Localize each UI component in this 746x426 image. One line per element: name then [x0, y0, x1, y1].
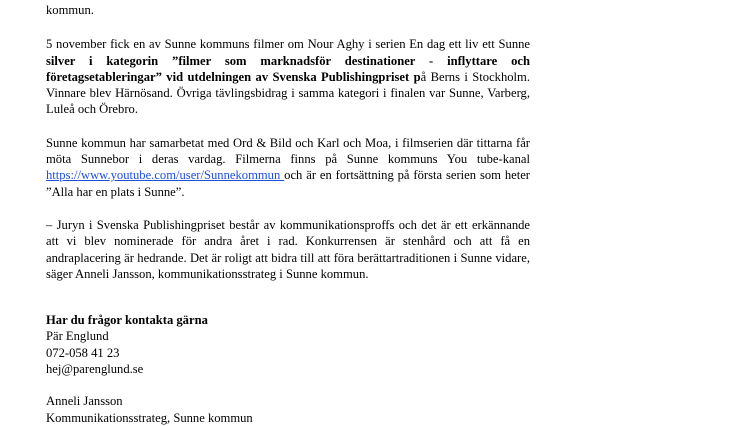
youtube-channel-link[interactable]: https://www.youtube.com/user/Sunnekommun — [46, 168, 285, 183]
contact-block — [46, 312, 530, 426]
paragraph-award — [46, 36, 530, 117]
paragraph-collaboration — [46, 135, 530, 200]
contact-phone-1: 072-058 41 23 — [46, 345, 120, 360]
paragraph-quote: – Juryn i Svenska Publishingpriset består av kommunikationsproffs och det är ett erkännande att vi blev nominerade för andra året i rad. Konkurrensen är stenhård och att få en andraplacering är hedrande. Det är roligt att bidra till att föra berättartraditionen i Sunne vidare, säger Anneli Jansson, kommunikationsstrateg i Sunne kommun. — [46, 217, 530, 281]
collaboration-text-start: Sunne kommun har samarbetat med Ord & Bild och Karl och Moa, i filmserien där tittarna får möta Sunnebor i deras vardag. Filmerna finns på Sunne kommuns You tube-kanal — [46, 135, 530, 167]
document-page — [46, 2, 530, 426]
award-text-start: 5 november fick en av Sunne kommuns filmer om Nour Aghy i serien En dag ett liv ett Sunne — [46, 37, 530, 52]
award-category-bold: silver i kategorin ”filmer som marknadsför destinationer - inflyttare och företagsetableringar” vid utdelningen av Svenska Publishingpriset p — [46, 53, 530, 84]
contact-person-2 — [46, 393, 530, 426]
contact-email-1: hej@parenglund.se — [46, 362, 144, 377]
intro-tail-text: kommun. — [46, 3, 94, 17]
contact-name-2: Anneli Jansson — [46, 394, 123, 409]
award-text-end: å Berns i Stockholm. Vinnare blev Härnösand. Övriga tävlingsbidrag i samma kategori i finalen var Sunne, Varberg, Luleå och Örebro. — [46, 69, 531, 117]
contact-heading: Har du frågor kontakta gärna — [46, 313, 208, 328]
contact-name-1: Pär Englund — [46, 329, 109, 344]
contact-title-2: Kommunikationsstrateg, Sunne kommun — [46, 410, 253, 425]
collaboration-text-end: och är en fortsättning på första serien som heter ”Alla har en plats i Sunne”. — [46, 168, 530, 199]
